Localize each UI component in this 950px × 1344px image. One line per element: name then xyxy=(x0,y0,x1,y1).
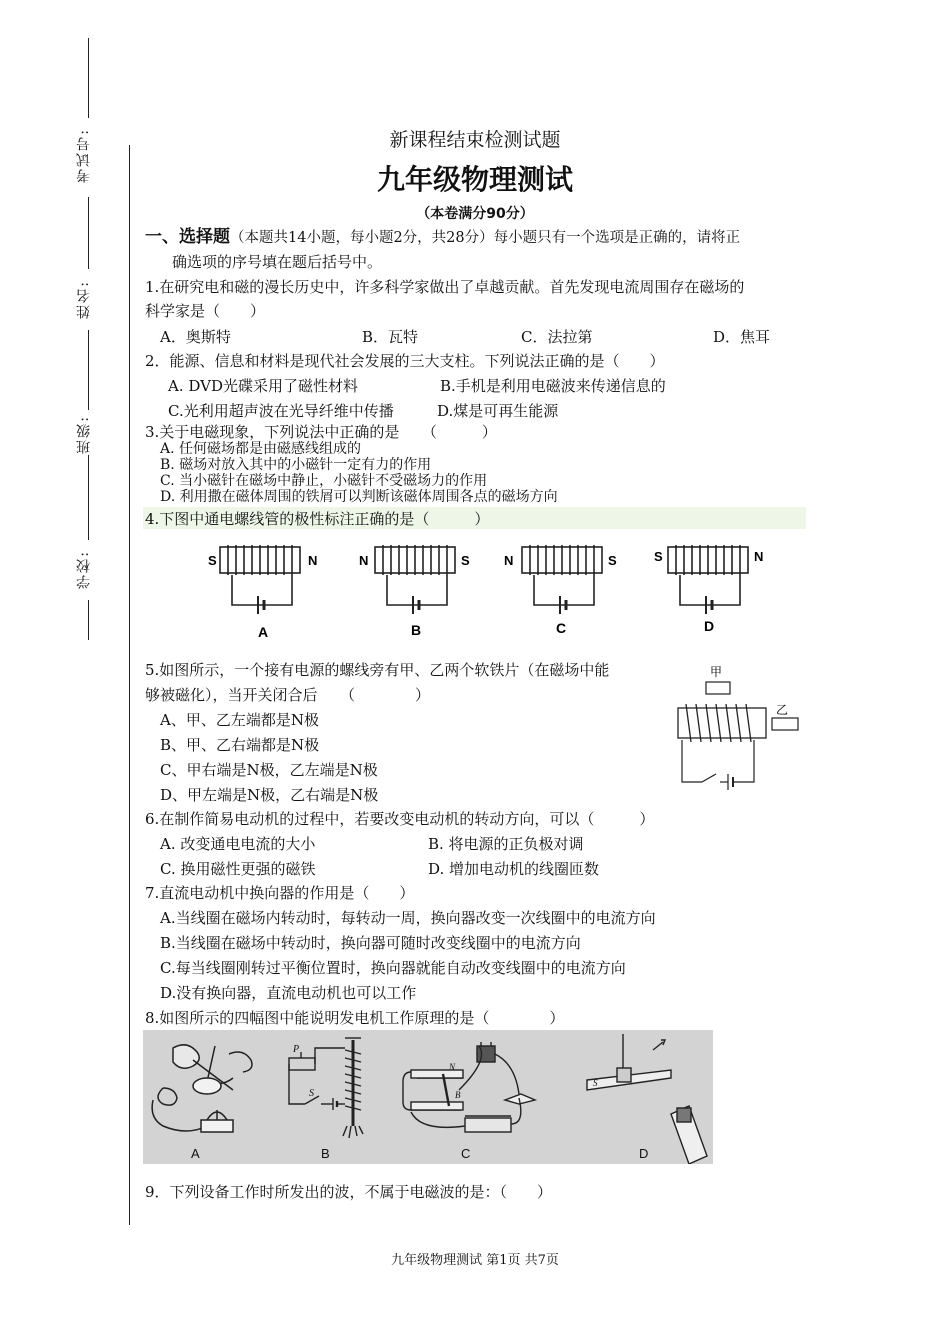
q2-option-c: C.光利用超声波在光导纤维中传播 xyxy=(168,402,394,420)
q7-option-c: C.每当线圈刚转过平衡位置时，换向器就能自动改变线圈中的电流方向 xyxy=(160,959,626,977)
q5-iron-jia xyxy=(706,682,730,694)
q8-c-n: N xyxy=(449,1062,456,1072)
class-label: 班级: xyxy=(76,415,92,454)
q7-option-b: B.当线圈在磁场中转动时，换向器可随时改变线圈中的电流方向 xyxy=(160,934,581,952)
margin-line-top xyxy=(88,38,89,118)
q2-stem: 2．能源、信息和材料是现代社会发展的三大支柱。下列说法正确的是（ ） xyxy=(145,352,665,370)
q5-stem-line1: 5.如图所示，一个接有电源的螺线旁有甲、乙两个软铁片（在磁场中能 xyxy=(145,661,610,679)
q1-stem-line1: 1.在研究电和磁的漫长历史中，许多科学家做出了卓越贡献。首先发现电流周围存在磁场的 xyxy=(145,278,745,296)
section-instruction-cont: 确选项的序号填在题后括号中。 xyxy=(172,253,383,271)
q3-stem: 3.关于电磁现象，下列说法中正确的是 （ ） xyxy=(145,423,497,441)
q1-stem-line2: 科学家是（ ） xyxy=(145,302,266,320)
q5-solenoid-core xyxy=(678,708,766,738)
q9-stem: 9．下列设备工作时所发出的波，不属于电磁波的是：（ ） xyxy=(145,1183,553,1201)
q5-iron-yi xyxy=(772,718,798,730)
q7-option-a: A.当线圈在磁场内转动时，每转动一周，换向器改变一次线圈中的电流方向 xyxy=(160,909,656,927)
q7-option-d: D.没有换向器，直流电动机也可以工作 xyxy=(160,984,417,1002)
q8-b-p: P xyxy=(293,1044,300,1055)
q8-figure-a xyxy=(152,1045,252,1132)
q4-a-right-pole: N xyxy=(308,553,318,568)
q5-label-yi: 乙 xyxy=(776,703,789,717)
q1-option-b: B．瓦特 xyxy=(362,328,419,346)
q4-figures xyxy=(190,535,790,645)
exam-number-label: 考试号: xyxy=(76,128,92,183)
q8-figures xyxy=(143,1030,713,1164)
q6-option-b: B. 将电源的正负极对调 xyxy=(428,835,584,853)
q6-option-c: C. 换用磁性更强的磁铁 xyxy=(160,860,316,878)
q4-d-right-pole: N xyxy=(754,549,764,564)
q8-figure-b xyxy=(289,1038,363,1138)
binding-line xyxy=(129,145,130,1225)
q8-figure-c xyxy=(403,1042,535,1132)
q6-option-d: D. 增加电动机的线圈匝数 xyxy=(428,860,600,878)
q5-stem-line2: 够被磁化），当开关闭合后 （ ） xyxy=(145,686,431,704)
q3-option-b: B. 磁场对放入其中的小磁针一定有力的作用 xyxy=(160,457,432,473)
q3-option-a: A. 任何磁场都是由磁感线组成的 xyxy=(160,441,362,457)
q3-option-c: C. 当小磁针在磁场中静止，小磁针不受磁场力的作用 xyxy=(160,473,488,489)
q4-c-label: C xyxy=(556,620,567,636)
q4-d-label: D xyxy=(704,618,715,634)
q5-option-c: C、甲右端是N极，乙左端是N极 xyxy=(160,761,378,779)
q6-stem: 6.在制作简易电动机的过程中，若要改变电动机的转动方向，可以（ ） xyxy=(145,810,655,828)
q5-option-a: A、甲、乙左端都是N极 xyxy=(160,711,319,729)
q1-option-d: D．焦耳 xyxy=(713,328,771,346)
margin-line-2 xyxy=(88,330,89,410)
q8-stem: 8.如图所示的四幅图中能说明发电机工作原理的是（ ） xyxy=(145,1009,565,1027)
q8-label-a: A xyxy=(191,1146,200,1161)
q4-b-right-pole: S xyxy=(461,553,470,568)
q5-option-d: D、甲左端是N极，乙右端是N极 xyxy=(160,786,379,804)
section-heading: 一、选择题 xyxy=(145,227,230,247)
q6-option-a: A. 改变通电电流的大小 xyxy=(160,835,316,853)
q4-stem: 4.下图中通电螺线管的极性标注正确的是（ ） xyxy=(145,510,490,528)
q8-label-d: D xyxy=(639,1146,649,1161)
q4-d-left-pole: S xyxy=(654,549,663,564)
q4-a-left-pole: S xyxy=(208,553,217,568)
q1-option-a: A．奥斯特 xyxy=(160,328,231,346)
q4-figure-b xyxy=(359,545,470,638)
q7-stem: 7.直流电动机中换向器的作用是（ ） xyxy=(145,884,415,902)
q4-c-left-pole: N xyxy=(504,553,514,568)
margin-line-3 xyxy=(88,455,89,540)
q8-d-s: S xyxy=(593,1078,598,1088)
q5-label-jia: 甲 xyxy=(710,665,723,679)
q4-a-label: A xyxy=(258,624,269,640)
q2-option-a: A. DVD光碟采用了磁性材料 xyxy=(168,377,358,395)
section-1 xyxy=(145,228,740,247)
page-title: 九年级物理测试 xyxy=(376,163,573,196)
q4-b-label: B xyxy=(411,622,422,638)
name-label: 姓名: xyxy=(76,280,92,319)
q8-b-s: S xyxy=(309,1088,314,1099)
section-instruction: （本题共14小题，每小题2分，共28分）每小题只有一个选项是正确的，请将正 xyxy=(230,230,741,246)
exam-kicker: 新课程结束检测试题 xyxy=(389,129,561,151)
q2-option-d: D.煤是可再生能源 xyxy=(437,402,559,420)
q4-figure-c xyxy=(504,545,617,636)
q8-label-b: B xyxy=(321,1146,330,1161)
q1-option-c: C．法拉第 xyxy=(521,328,593,346)
school-label: 学校: xyxy=(76,550,92,589)
q5-figure xyxy=(660,660,810,795)
q2-option-b: B.手机是利用电磁波来传递信息的 xyxy=(440,377,666,395)
page-footer: 九年级物理测试 第1页 共7页 xyxy=(391,1253,559,1268)
q8-c-b: B xyxy=(455,1090,461,1100)
margin-line-4 xyxy=(88,600,89,640)
q5-option-b: B、甲、乙右端都是N极 xyxy=(160,736,320,754)
q4-figure-a xyxy=(208,545,317,640)
q8-label-c: C xyxy=(461,1146,471,1161)
q8-figure-d xyxy=(587,1034,707,1164)
q4-c-right-pole: S xyxy=(608,553,617,568)
q4-figure-d xyxy=(654,545,763,634)
score-note: （本卷满分90分） xyxy=(416,206,534,222)
q3-option-d: D. 利用撒在磁体周围的铁屑可以判断该磁体周围各点的磁场方向 xyxy=(160,489,558,505)
q4-b-left-pole: N xyxy=(359,553,369,568)
